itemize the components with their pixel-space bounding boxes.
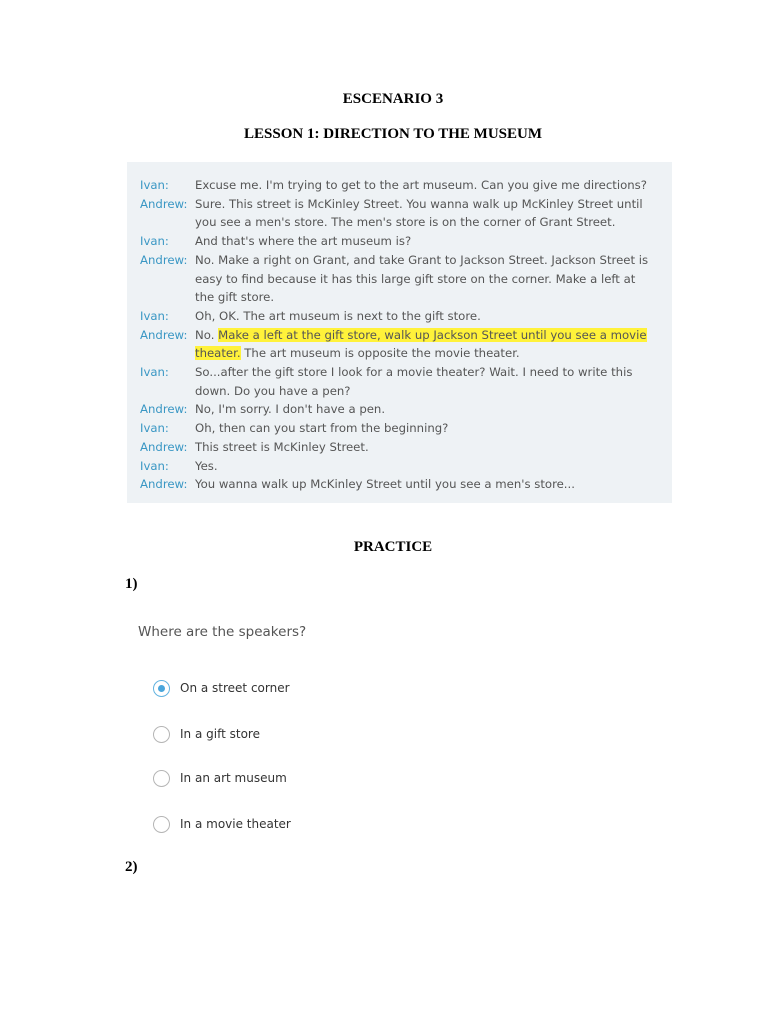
- dialogue-line: [140, 419, 672, 438]
- radio-button-selected[interactable]: [153, 680, 170, 697]
- practice-title: PRACTICE: [353, 539, 433, 555]
- dialogue-line: [140, 176, 672, 195]
- option-label: In a gift store: [180, 727, 260, 741]
- question-number: 1): [125, 576, 138, 592]
- answer-option[interactable]: [153, 724, 260, 744]
- dialogue-text: Oh, OK. The art museum is next to the gift store.: [195, 308, 481, 323]
- speaker-name: Andrew:: [140, 439, 188, 454]
- dialogue-text-before: No.: [195, 327, 219, 342]
- dialogue-box: [127, 162, 672, 503]
- dialogue-text: And that's where the art museum is?: [195, 234, 412, 249]
- answer-option[interactable]: [153, 678, 290, 698]
- speaker-name: Ivan:: [140, 365, 169, 380]
- dialogue-text: No. Make a right on Grant, and take Grant to Jackson Street. Jackson Street is easy to find because it has this large gift store on the corner. Make a left at the gift store.: [195, 252, 649, 305]
- speaker-name: Ivan:: [140, 458, 169, 473]
- dialogue-text: You wanna walk up McKinley Street until you see a men's store...: [195, 477, 575, 492]
- dialogue-line: [140, 251, 672, 307]
- dialogue-text: So...after the gift store I look for a movie theater? Wait. I need to write this down. Do you have a pen?: [195, 365, 633, 398]
- dialogue-line: [140, 475, 672, 494]
- document-title: ESCENARIO 3: [342, 91, 444, 107]
- highlighted-text: Make a left at the gift store, walk up Jackson Street until you see a movie theater.: [195, 327, 647, 361]
- answer-option[interactable]: [153, 814, 291, 834]
- dialogue-text: [195, 326, 655, 363]
- answer-option[interactable]: [153, 768, 287, 788]
- speaker-name: Ivan:: [140, 308, 169, 323]
- question-number: 2): [125, 859, 138, 875]
- radio-button[interactable]: [153, 770, 170, 787]
- speaker-name: Andrew:: [140, 477, 188, 492]
- dialogue-line: [140, 232, 672, 251]
- question-prompt: Where are the speakers?: [138, 624, 307, 640]
- dialogue-text: Excuse me. I'm trying to get to the art museum. Can you give me directions?: [195, 178, 647, 192]
- radio-button[interactable]: [153, 726, 170, 743]
- speaker-name: Andrew:: [140, 402, 188, 417]
- speaker-name: Andrew:: [140, 196, 188, 211]
- radio-button[interactable]: [153, 816, 170, 833]
- dialogue-line: [140, 438, 672, 457]
- dialogue-text: This street is McKinley Street.: [195, 439, 369, 454]
- dialogue-line: [140, 457, 672, 476]
- dialogue-line: [140, 400, 672, 419]
- dialogue-line: [140, 363, 672, 400]
- option-label: On a street corner: [180, 681, 290, 695]
- speaker-name: Ivan:: [140, 421, 169, 436]
- dialogue-line: [140, 195, 672, 232]
- speaker-name: Andrew:: [140, 252, 188, 267]
- option-label: In a movie theater: [180, 817, 291, 831]
- lesson-title: LESSON 1: DIRECTION TO THE MUSEUM: [244, 126, 542, 142]
- dialogue-line: [140, 326, 672, 363]
- speaker-name: Ivan:: [140, 178, 169, 192]
- dialogue-text: Yes.: [195, 458, 218, 473]
- dialogue-line: [140, 307, 672, 326]
- dialogue-text: Sure. This street is McKinley Street. You wanna walk up McKinley Street until you see a men's store. The men's store is on the corner of Grant Street.: [195, 196, 643, 230]
- dialogue-text: Oh, then can you start from the beginning?: [195, 421, 449, 436]
- dialogue-text: No, I'm sorry. I don't have a pen.: [195, 402, 386, 417]
- speaker-name: Ivan:: [140, 234, 169, 249]
- dialogue-text-after: The art museum is opposite the movie theater.: [240, 346, 520, 361]
- option-label: In an art museum: [180, 771, 287, 785]
- speaker-name: Andrew:: [140, 327, 188, 342]
